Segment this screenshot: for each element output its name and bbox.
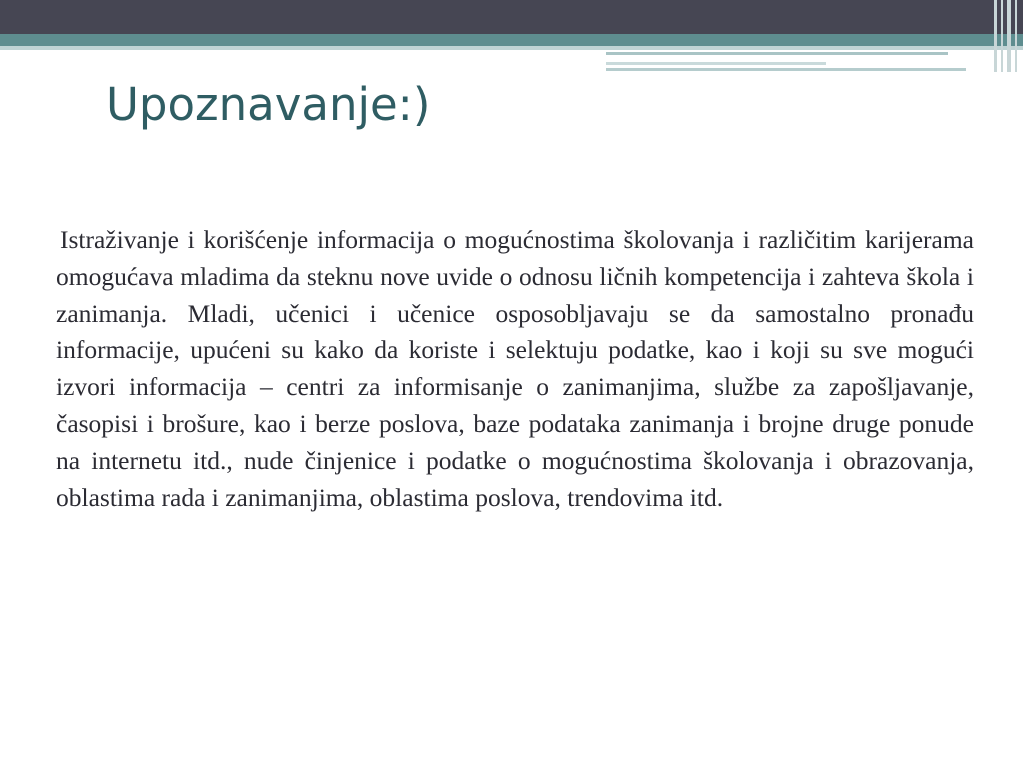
decorative-accent-line (606, 52, 948, 55)
header-teal-band (0, 34, 1023, 46)
decorative-accent-line (606, 68, 966, 71)
header-light-band (0, 46, 1023, 50)
slide-body-text: Istraživanje i korišćenje informacija o mogućnostima školovanja i različitim karijerama omogućava mladima da steknu nove uvide o odnosu ličnih kompetencija i zahteva škola i zanimanja. Mladi, učenici i učenice osposobljavaju se da samostalno pronađu informacije, upućeni su kako da koriste i selektuju podatke, kao i koji su sve mogući izvori informacija – centri za informisanje o zanimanjima, službe za zapošljavanje, časopisi i brošure, kao i berze poslova, baze podataka zanimanja i brojne druge ponude na internetu itd., nude činjenice i podatke o mogućnostima školovanja i obrazovanja, oblastima rada i zanimanjima, oblastima poslova, trendovima itd. (56, 225, 974, 512)
header-dark-bar (0, 0, 1023, 34)
decorative-vertical-stripes (988, 0, 1023, 72)
decorative-accent-line (606, 62, 826, 65)
slide-title: Upoznavanje:) (106, 78, 431, 131)
